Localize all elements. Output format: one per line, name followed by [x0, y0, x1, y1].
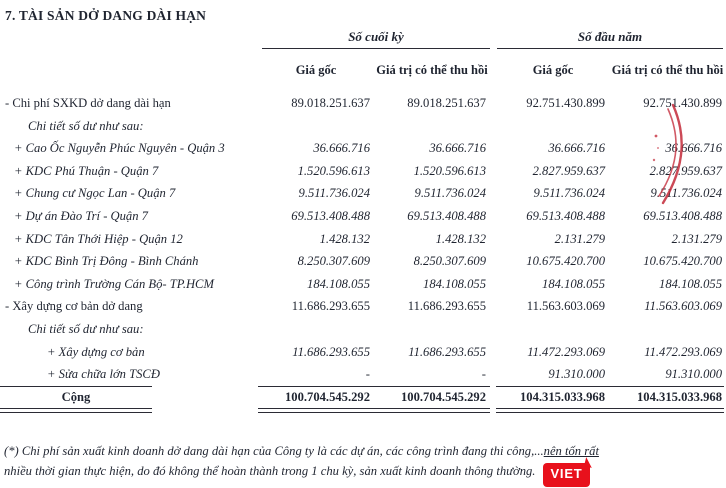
- cell-value: 11.472.293.069: [527, 344, 605, 359]
- footnote-text-1: (*) Chi phí sản xuất kinh doanh dở dang dài hạn của Công ty là các dự án, các công trình đang thi công,...: [4, 444, 544, 458]
- cell-value: 9.511.736.024: [414, 186, 486, 201]
- row-label: + Xây dựng cơ bản: [47, 344, 145, 359]
- table-row: [0, 137, 726, 160]
- cell-value: 9.511.736.024: [650, 186, 722, 201]
- header-rule: [497, 48, 723, 49]
- total-row: [0, 386, 726, 409]
- cell-value: 36.666.716: [313, 141, 370, 156]
- table-row: [0, 182, 726, 205]
- cell-value: 184.108.055: [542, 276, 605, 291]
- cell-value: 184.108.055: [423, 276, 486, 291]
- cell-value: 10.675.420.700: [526, 254, 605, 269]
- row-label: + KDC Bình Trị Đông - Bình Chánh: [14, 254, 199, 269]
- total-bottom-rule: [0, 408, 152, 409]
- cell-value: 36.666.716: [665, 141, 722, 156]
- footnote-text-2: nhiều thời gian thực hiện, do đó không thể hoàn thành trong 1 chu kỳ, sản xuất kinh doanh thông thường.: [4, 464, 536, 479]
- cell-value: 1.428.132: [319, 231, 370, 246]
- table-row: [0, 318, 726, 341]
- total-bottom-rule: [258, 412, 490, 413]
- row-label: + Sửa chữa lớn TSCĐ: [47, 367, 160, 382]
- cell-value: 92.751.430.899: [643, 96, 722, 110]
- cell-value: 91.310.000: [665, 367, 722, 382]
- total-label: Cộng: [61, 389, 91, 404]
- cell-value: -: [365, 367, 370, 382]
- cell-value: 184.108.055: [307, 276, 370, 291]
- header-rule: [262, 48, 490, 49]
- cell-value: 2.827.959.637: [649, 163, 722, 178]
- row-label: + KDC Tân Thới Hiệp - Quận 12: [14, 231, 183, 246]
- row-label: Chi tiết số dư như sau:: [28, 118, 144, 133]
- table-row: [0, 273, 726, 296]
- cell-value: 11.686.293.655: [291, 299, 370, 314]
- table-row: [0, 92, 726, 115]
- total-bottom-rule: [258, 408, 490, 409]
- cell-value: 1.520.596.613: [413, 163, 486, 178]
- row-label: + Dự án Đào Trí - Quận 7: [14, 208, 148, 223]
- table-row: [0, 228, 726, 251]
- table-row: [0, 160, 726, 183]
- total-top-rule: [258, 386, 490, 387]
- cell-value: 11.686.293.655: [292, 344, 370, 359]
- cell-value: 1.428.132: [435, 231, 486, 246]
- cell-value: 11.686.293.655: [408, 344, 486, 359]
- cell-value: 69.513.408.488: [291, 208, 370, 223]
- cell-value: 9.511.736.024: [298, 186, 370, 201]
- row-label: - Xây dựng cơ bản dở dang: [5, 299, 143, 314]
- cell-value: 11.563.603.069: [644, 299, 722, 314]
- cell-value: 184.108.055: [659, 276, 722, 291]
- cell-value: 8.250.307.609: [297, 254, 370, 269]
- total-value: 104.315.033.968: [519, 389, 605, 404]
- cell-value: 11.472.293.069: [644, 344, 722, 359]
- cell-value: -: [481, 367, 486, 382]
- table-row: [0, 115, 726, 138]
- cell-value: 1.520.596.613: [297, 163, 370, 178]
- cell-value: 11.563.603.069: [526, 299, 605, 314]
- row-label: + Cao Ốc Nguyễn Phúc Nguyên - Quận 3: [14, 141, 225, 156]
- cell-value: 69.513.408.488: [407, 208, 486, 223]
- cell-value: 11.686.293.655: [407, 299, 486, 314]
- section-title: 7. TÀI SẢN DỞ DANG DÀI HẠN: [5, 8, 207, 23]
- footnote: [4, 441, 724, 487]
- total-value: 100.704.545.292: [284, 389, 370, 404]
- cell-value: 36.666.716: [548, 141, 605, 156]
- group-header-start-of-year: Số đầu năm: [577, 29, 643, 44]
- cell-value: 69.513.408.488: [526, 208, 605, 223]
- table-row: [0, 250, 726, 273]
- table-body: [0, 92, 726, 408]
- row-label: + KDC Phú Thuận - Quận 7: [14, 163, 159, 178]
- viet-stamp: VIET: [543, 463, 589, 487]
- total-bottom-rule: [496, 408, 724, 409]
- row-label: + Công trình Trường Cán Bộ- TP.HCM: [14, 276, 214, 291]
- cell-value: 89.018.251.637: [407, 96, 486, 110]
- table-row: [0, 341, 726, 364]
- row-label: Chi tiết số dư như sau:: [28, 321, 144, 336]
- cell-value: 10.675.420.700: [643, 254, 722, 269]
- cell-value: 91.310.000: [548, 367, 605, 382]
- cell-value: 89.018.251.637: [291, 96, 370, 110]
- table-row: [0, 295, 726, 318]
- row-label: - Chi phí SXKD dở dang dài hạn: [5, 96, 171, 110]
- cell-value: 92.751.430.899: [526, 96, 605, 110]
- total-top-rule: [496, 386, 724, 387]
- cell-value: 2.827.959.637: [532, 163, 605, 178]
- column-header: Giá gốc: [532, 62, 574, 77]
- cell-value: 2.131.279: [671, 231, 722, 246]
- cell-value: 9.511.736.024: [533, 186, 605, 201]
- row-label: + Chung cư Ngọc Lan - Quận 7: [14, 186, 176, 201]
- total-value: 100.704.545.292: [400, 389, 486, 404]
- cell-value: 36.666.716: [429, 141, 486, 156]
- footnote-underlined-text: nên tốn rất: [543, 444, 599, 458]
- table-row: [0, 205, 726, 228]
- total-top-rule: [0, 386, 152, 387]
- table-row: [0, 363, 726, 386]
- column-header: Giá trị có thể thu hồi: [376, 62, 488, 77]
- total-bottom-rule: [496, 412, 724, 413]
- group-header-end-of-period: Số cuối kỳ: [348, 29, 404, 44]
- cell-value: 8.250.307.609: [413, 254, 486, 269]
- column-header: Giá gốc: [295, 62, 337, 77]
- cell-value: 69.513.408.488: [643, 208, 722, 223]
- cell-value: 2.131.279: [554, 231, 605, 246]
- column-header: Giá trị có thể thu hồi: [611, 62, 724, 77]
- total-value: 104.315.033.968: [636, 389, 722, 404]
- total-bottom-rule: [0, 412, 152, 413]
